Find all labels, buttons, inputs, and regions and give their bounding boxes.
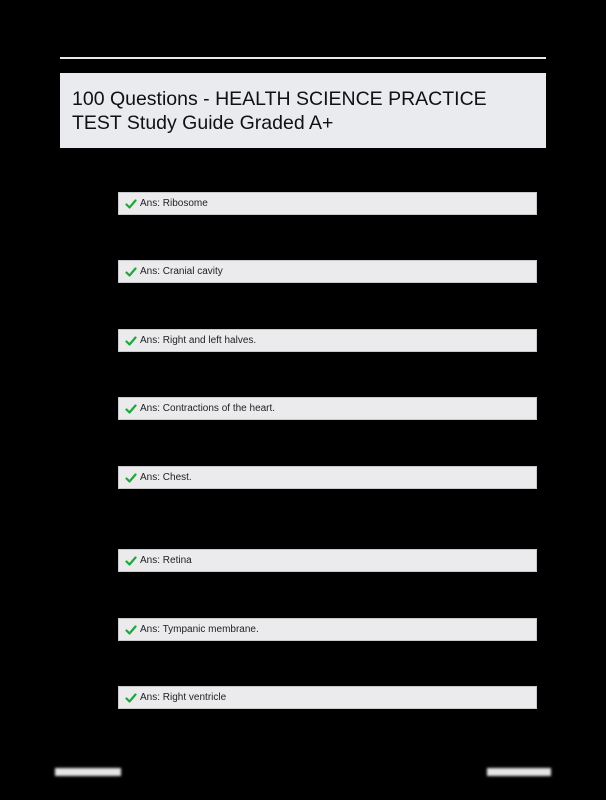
answer-text: Ans: Ribosome	[140, 198, 208, 209]
answer-text: Ans: Tympanic membrane.	[140, 624, 259, 635]
answer-text: Ans: Right ventricle	[140, 692, 227, 703]
checkmark-icon	[125, 198, 137, 210]
answer-box-3	[118, 329, 537, 352]
checkmark-icon	[125, 692, 137, 704]
checkmark-icon	[125, 472, 137, 484]
footer-left-blurred	[55, 768, 121, 776]
answer-box-4	[118, 397, 537, 420]
document-title: 100 Questions - HEALTH SCIENCE PRACTICE TEST Study Guide Graded A+	[72, 88, 487, 134]
answer-box-7	[118, 618, 537, 641]
answer-text: Ans: Retina	[140, 555, 192, 566]
answer-box-2	[118, 260, 537, 283]
answer-text: Ans: Cranial cavity	[140, 266, 223, 277]
answer-box-6	[118, 549, 537, 572]
checkmark-icon	[125, 555, 137, 567]
answer-text: Ans: Right and left halves.	[140, 335, 257, 346]
answer-text: Ans: Contractions of the heart.	[140, 403, 276, 414]
header-rule	[60, 57, 546, 59]
footer-right-blurred	[487, 768, 551, 776]
checkmark-icon	[125, 335, 137, 347]
title-box	[60, 73, 546, 148]
checkmark-icon	[125, 266, 137, 278]
answer-box-8	[118, 686, 537, 709]
answer-text: Ans: Chest.	[140, 472, 192, 483]
checkmark-icon	[125, 624, 137, 636]
checkmark-icon	[125, 403, 137, 415]
answer-box-5	[118, 466, 537, 489]
answer-box-1	[118, 192, 537, 215]
